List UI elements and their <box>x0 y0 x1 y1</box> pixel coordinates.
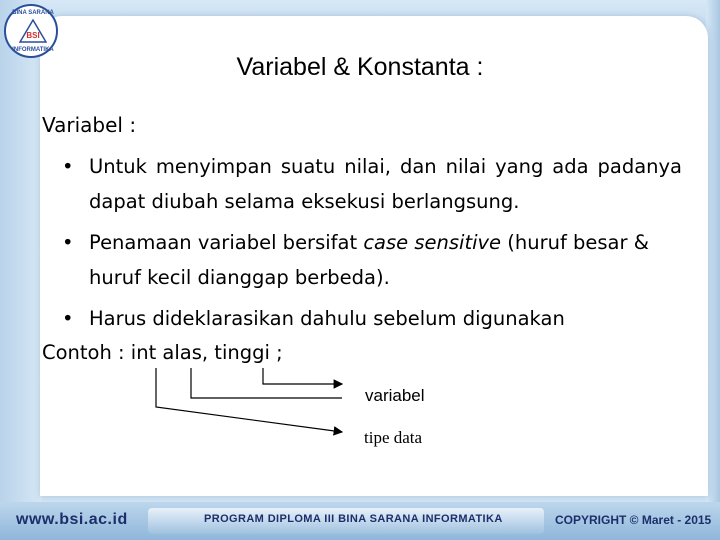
footer-program-text: PROGRAM DIPLOMA III BINA SARANA INFORMATIKA <box>204 513 503 525</box>
type-label: tipe data <box>364 428 423 447</box>
logo-top-text: BINA SARANA <box>12 10 54 16</box>
bullet-text-italic: case sensitive <box>363 231 502 254</box>
slide-title: Variabel & Konstanta : <box>236 53 484 81</box>
arrow-tipe-data <box>156 368 342 432</box>
bullet-text: Harus dideklarasikan dahulu sebelum digunakan <box>89 307 565 330</box>
variable-label: variabel <box>365 386 425 405</box>
code-example: Contoh : int alas, tinggi ; <box>42 341 283 364</box>
arrow-variabel-b <box>191 368 342 398</box>
bullet-dot: • <box>62 155 74 178</box>
bullet-text-after: (huruf besar & huruf kecil dianggap berbeda). <box>89 231 649 289</box>
bullet-dot: • <box>62 231 74 254</box>
arrow-variabel-a <box>263 368 342 384</box>
bullet-text: Untuk menyimpan suatu nilai, dan nilai yang ada padanya dapat diubah selama eksekusi berlangsung. <box>89 155 682 213</box>
logo-bottom-text: INFORMATIKA <box>12 47 54 53</box>
footer-url-link[interactable]: www.bsi.ac.id <box>16 511 128 528</box>
section-heading: Variabel : <box>42 113 137 137</box>
bullet-text-before: Penamaan variabel bersifat <box>89 231 364 254</box>
bullet-dot: • <box>62 307 74 330</box>
logo-mark: BSI <box>26 31 40 40</box>
footer-copyright: COPYRIGHT © Maret - 2015 <box>555 513 712 527</box>
